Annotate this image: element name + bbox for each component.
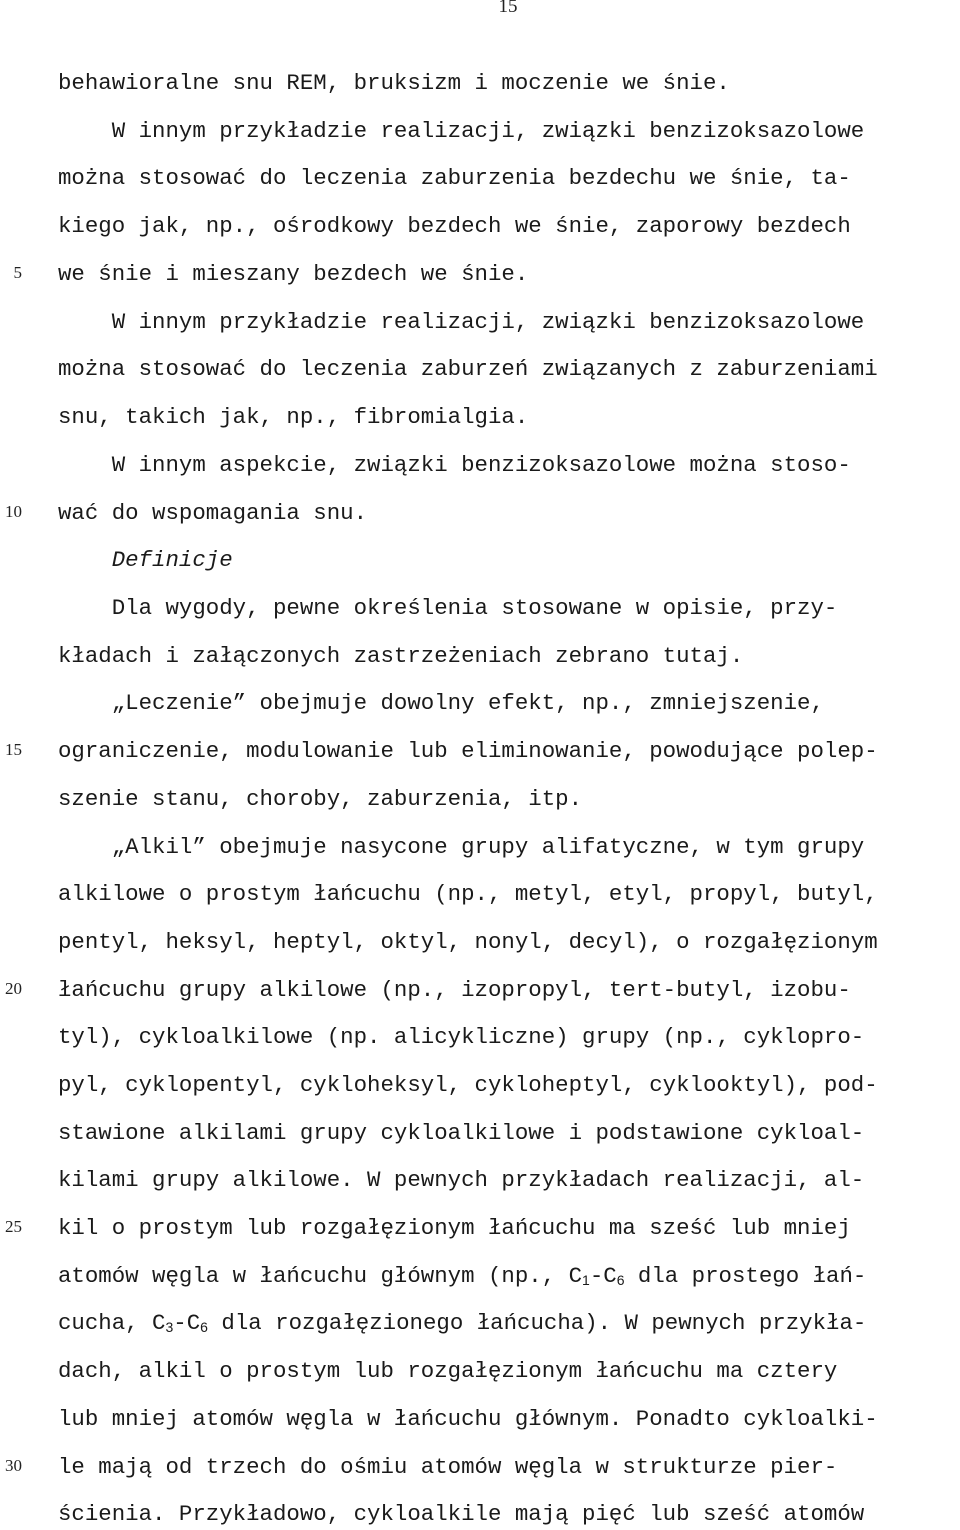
text-line: „Alkil” obejmuje nasycone grupy alifatyczne, w tym grupy bbox=[58, 834, 865, 860]
text-span: atomów węgla w łańcuchu głównym (np., C bbox=[58, 1263, 583, 1289]
text-line: pentyl, heksyl, heptyl, oktyl, nonyl, decyl), o rozgałęzionym bbox=[58, 929, 878, 955]
text-line: kiego jak, np., ośrodkowy bezdech we śnie, zaporowy bezdech bbox=[58, 213, 851, 239]
text-line: szenie stanu, choroby, zaburzenia, itp. bbox=[58, 786, 583, 812]
text-line: dach, alkil o prostym lub rozgałęzionym łańcuchu ma cztery bbox=[58, 1358, 838, 1384]
text-line: Dla wygody, pewne określenia stosowane w opisie, przy- bbox=[58, 595, 838, 621]
line-number: 20 bbox=[5, 979, 22, 998]
text-line: ograniczenie, modulowanie lub eliminowanie, powodujące polep- bbox=[58, 738, 878, 764]
text-line: lub mniej atomów węgla w łańcuchu głównym. Ponadto cykloalki- bbox=[58, 1406, 878, 1432]
text-line: kładach i załączonych zastrzeżeniach zebrano tutaj. bbox=[58, 643, 744, 669]
text-line: alkilowe o prostym łańcuchu (np., metyl, etyl, propyl, butyl, bbox=[58, 881, 878, 907]
text-span: dla rozgałęzionego łańcucha). W pewnych przykła- bbox=[207, 1310, 867, 1336]
line-number: 5 bbox=[13, 263, 22, 282]
text-line: stawione alkilami grupy cykloalkilowe i podstawione cykloal- bbox=[58, 1120, 865, 1146]
text-line: le mają od trzech do ośmiu atomów węgla w strukturze pier- bbox=[58, 1454, 838, 1480]
line-number: 30 bbox=[5, 1456, 22, 1475]
text-span: dla prostego łań- bbox=[624, 1263, 867, 1289]
line-number: 25 bbox=[5, 1217, 22, 1236]
text-line: pyl, cyklopentyl, cykloheksyl, cykloheptyl, cyklooktyl), pod- bbox=[58, 1072, 878, 1098]
line-number: 10 bbox=[5, 502, 22, 521]
section-heading: Definicje bbox=[58, 547, 233, 573]
page-number: 15 bbox=[498, 0, 518, 17]
text-line: można stosować do leczenia zaburzeń związanych z zaburzeniami bbox=[58, 356, 878, 382]
text-line: we śnie i mieszany bezdech we śnie. bbox=[58, 261, 529, 287]
text-line: tyl), cykloalkilowe (np. alicykliczne) grupy (np., cyklopro- bbox=[58, 1024, 865, 1050]
text-line bbox=[58, 1309, 866, 1341]
text-span: -C bbox=[173, 1310, 201, 1336]
text-line: W innym przykładzie realizacji, związki benzizoksazolowe bbox=[58, 309, 865, 335]
text-line: „Leczenie” obejmuje dowolny efekt, np., zmniejszenie, bbox=[58, 690, 824, 716]
text-line bbox=[58, 1262, 866, 1294]
subscript: 1 bbox=[582, 1272, 590, 1288]
text-line: W innym aspekcie, związki benzizoksazolowe można stoso- bbox=[58, 452, 851, 478]
text-line: W innym przykładzie realizacji, związki benzizoksazolowe bbox=[58, 118, 865, 144]
text-line: behawioralne snu REM, bruksizm i moczenie we śnie. bbox=[58, 70, 730, 96]
subscript: 6 bbox=[200, 1319, 208, 1335]
text-span: cucha, C bbox=[58, 1310, 166, 1336]
subscript: 3 bbox=[165, 1319, 174, 1335]
text-line: łańcuchu grupy alkilowe (np., izopropyl, tert-butyl, izobu- bbox=[58, 977, 851, 1003]
text-line: ścienia. Przykładowo, cykloalkile mają pięć lub sześć atomów bbox=[58, 1501, 865, 1527]
text-line: kilami grupy alkilowe. W pewnych przykładach realizacji, al- bbox=[58, 1167, 865, 1193]
text-line: wać do wspomagania snu. bbox=[58, 500, 368, 526]
line-number: 15 bbox=[5, 740, 22, 759]
subscript: 6 bbox=[616, 1272, 625, 1288]
text-line: można stosować do leczenia zaburzenia bezdechu we śnie, ta- bbox=[58, 165, 851, 191]
text-line: kil o prostym lub rozgałęzionym łańcuchu ma sześć lub mniej bbox=[58, 1215, 851, 1241]
text-line: snu, takich jak, np., fibromialgia. bbox=[58, 404, 529, 430]
text-span: -C bbox=[589, 1263, 617, 1289]
